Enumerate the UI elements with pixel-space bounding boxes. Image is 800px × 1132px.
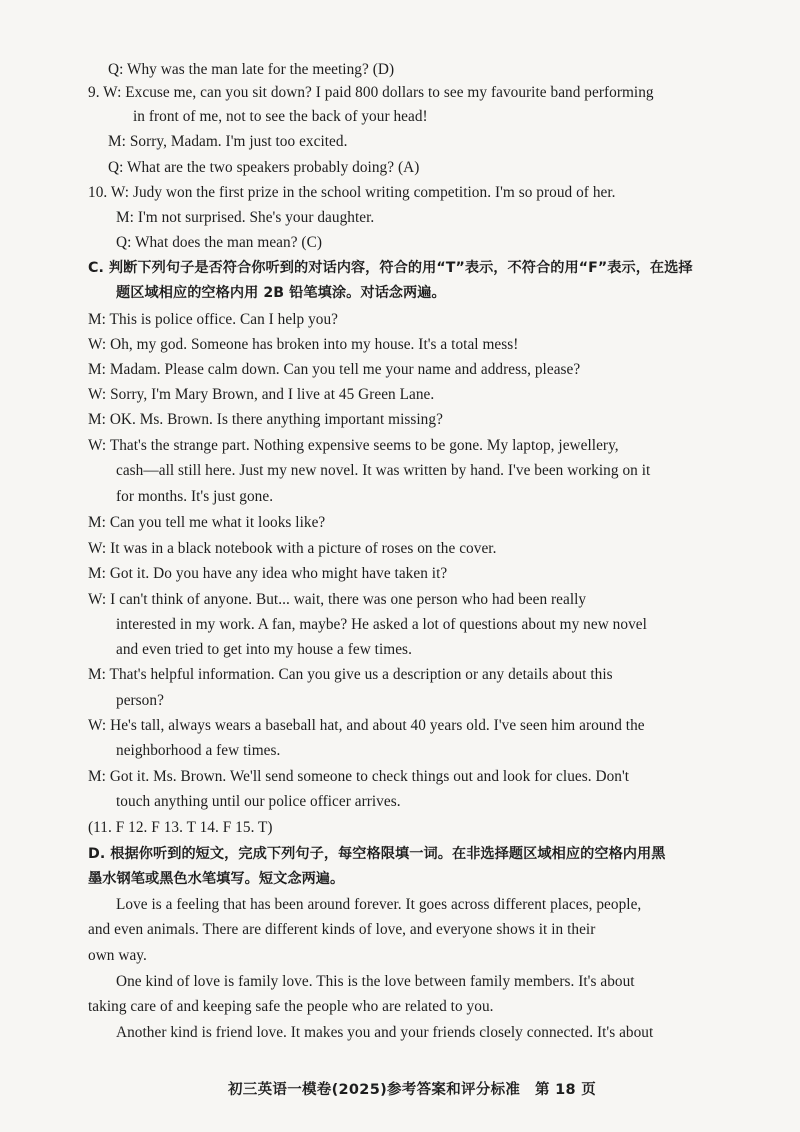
passage-line: Love is a feeling that has been around forever. It goes across different places, people, — [116, 896, 642, 913]
dialogue-line: M: Got it. Ms. Brown. We'll send someone to check things out and look for clues. Don't — [88, 768, 630, 785]
dialogue-line: M: That's helpful information. Can you give us a description or any details about this — [88, 666, 613, 683]
section-d-instruction: 墨水钢笔或黑色水笔填写。短文念两遍。 — [88, 871, 345, 887]
dialogue-line: 10. W: Judy won the first prize in the school writing competition. I'm so proud of her. — [88, 184, 616, 201]
dialogue-line: M: Madam. Please calm down. Can you tell me your name and address, please? — [88, 361, 581, 378]
dialogue-line: interested in my work. A fan, maybe? He asked a lot of questions about my new novel — [116, 616, 647, 633]
dialogue-line: 9. W: Excuse me, can you sit down? I paid 800 dollars to see my favourite band performing — [88, 84, 654, 101]
section-d-instruction: D. 根据你听到的短文，完成下列句子，每空格限填一词。在非选择题区域相应的空格内用黑 — [88, 846, 666, 862]
dialogue-line: M: This is police office. Can I help you? — [88, 311, 339, 328]
page-footer: 初三英语一模卷(2025)参考答案和评分标准 第 18 页 — [228, 1082, 597, 1098]
dialogue-line: W: Oh, my god. Someone has broken into my house. It's a total mess! — [88, 336, 519, 353]
dialogue-line: and even tried to get into my house a few times. — [116, 641, 412, 658]
dialogue-line: cash—all still here. Just my new novel. It was written by hand. I've been working on it — [116, 462, 651, 479]
passage-line: taking care of and keeping safe the people who are related to you. — [88, 998, 494, 1015]
dialogue-line: for months. It's just gone. — [116, 488, 274, 505]
question-line: Q: What are the two speakers probably doing? (A) — [108, 159, 420, 176]
question-line: Q: Why was the man late for the meeting? (D) — [108, 61, 395, 78]
answer-key-line: (11. F 12. F 13. T 14. F 15. T) — [88, 819, 273, 836]
dialogue-line: in front of me, not to see the back of your head! — [133, 108, 428, 125]
dialogue-line: neighborhood a few times. — [116, 742, 281, 759]
dialogue-line: M: OK. Ms. Brown. Is there anything important missing? — [88, 411, 443, 428]
dialogue-line: M: Can you tell me what it looks like? — [88, 514, 326, 531]
question-line: Q: What does the man mean? (C) — [116, 234, 322, 251]
passage-line: One kind of love is family love. This is the love between family members. It's about — [116, 973, 635, 990]
dialogue-line: person? — [116, 692, 164, 709]
dialogue-line: W: That's the strange part. Nothing expensive seems to be gone. My laptop, jewellery, — [88, 437, 619, 454]
dialogue-line: M: Sorry, Madam. I'm just too excited. — [108, 133, 348, 150]
passage-line: Another kind is friend love. It makes you and your friends closely connected. It's about — [116, 1024, 654, 1041]
section-c-instruction: C. 判断下列句子是否符合你听到的对话内容，符合的用“T”表示，不符合的用“F”表示，在选择 — [88, 260, 693, 276]
dialogue-line: W: Sorry, I'm Mary Brown, and I live at 45 Green Lane. — [88, 386, 435, 403]
dialogue-line: W: He's tall, always wears a baseball hat, and about 40 years old. I've seen him around the — [88, 717, 645, 734]
dialogue-line: W: I can't think of anyone. But... wait, there was one person who had been really — [88, 591, 587, 608]
passage-line: and even animals. There are different kinds of love, and everyone shows it in their — [88, 921, 596, 938]
dialogue-line: M: Got it. Do you have any idea who might have taken it? — [88, 565, 448, 582]
dialogue-line: W: It was in a black notebook with a picture of roses on the cover. — [88, 540, 497, 557]
dialogue-line: touch anything until our police officer arrives. — [116, 793, 401, 810]
dialogue-line: M: I'm not surprised. She's your daughter. — [116, 209, 375, 226]
section-c-instruction: 题区域相应的空格内用 2B 铅笔填涂。对话念两遍。 — [116, 285, 446, 301]
passage-line: own way. — [88, 947, 147, 964]
